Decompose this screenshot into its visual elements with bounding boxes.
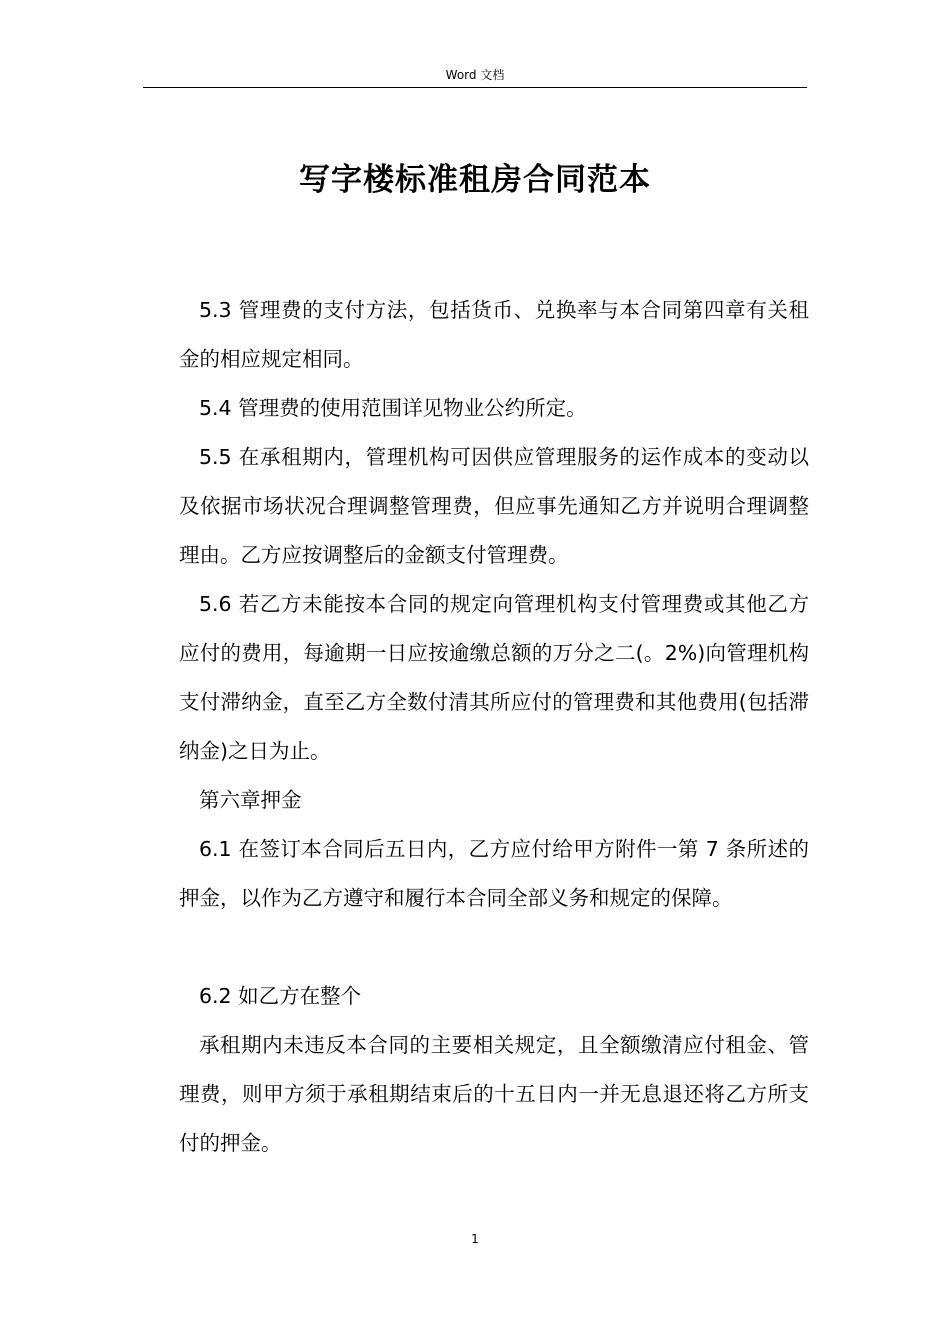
page-number: 1 (471, 1232, 479, 1246)
paragraph-6-2-continued: 承租期内未违反本合同的主要相关规定，且全额缴清应付租金、管理费，则甲方须于承租期结束后的十五日内一并无息退还将乙方所支付的押金。 (179, 1033, 809, 1155)
page-header: Word 文档 (445, 68, 505, 82)
paragraph-5-3: 5.3 管理费的支付方法，包括货币、兑换率与本合同第四章有关租金的相应规定相同。 (179, 298, 809, 371)
paragraph-6-2: 6.2 如乙方在整个 (199, 984, 362, 1008)
paragraph-5-5: 5.5 在承租期内，管理机构可因供应管理服务的运作成本的变动以及依据市场状况合理调整管理费，但应事先通知乙方并说明合理调整理由。乙方应按调整后的金额支付管理费。 (179, 445, 809, 567)
header-divider (143, 87, 807, 88)
document-body (179, 286, 809, 1168)
paragraph-6-1: 6.1 在签订本合同后五日内，乙方应付给甲方附件一第 7 条所述的押金，以作为乙方遵守和履行本合同全部义务和规定的保障。 (179, 837, 809, 910)
chapter-heading-6: 第六章押金 (199, 788, 302, 812)
document-title: 写字楼标准租房合同范本 (299, 162, 651, 198)
paragraph-5-6: 5.6 若乙方未能按本合同的规定向管理机构支付管理费或其他乙方应付的费用，每逾期一日应按逾缴总额的万分之二(。2%)向管理机构支付滞纳金，直至乙方全数付清其所应付的管理费和其他费用(包括滞纳金)之日为止。 (179, 592, 809, 763)
paragraph-5-4: 5.4 管理费的使用范围详见物业公约所定。 (199, 396, 587, 420)
